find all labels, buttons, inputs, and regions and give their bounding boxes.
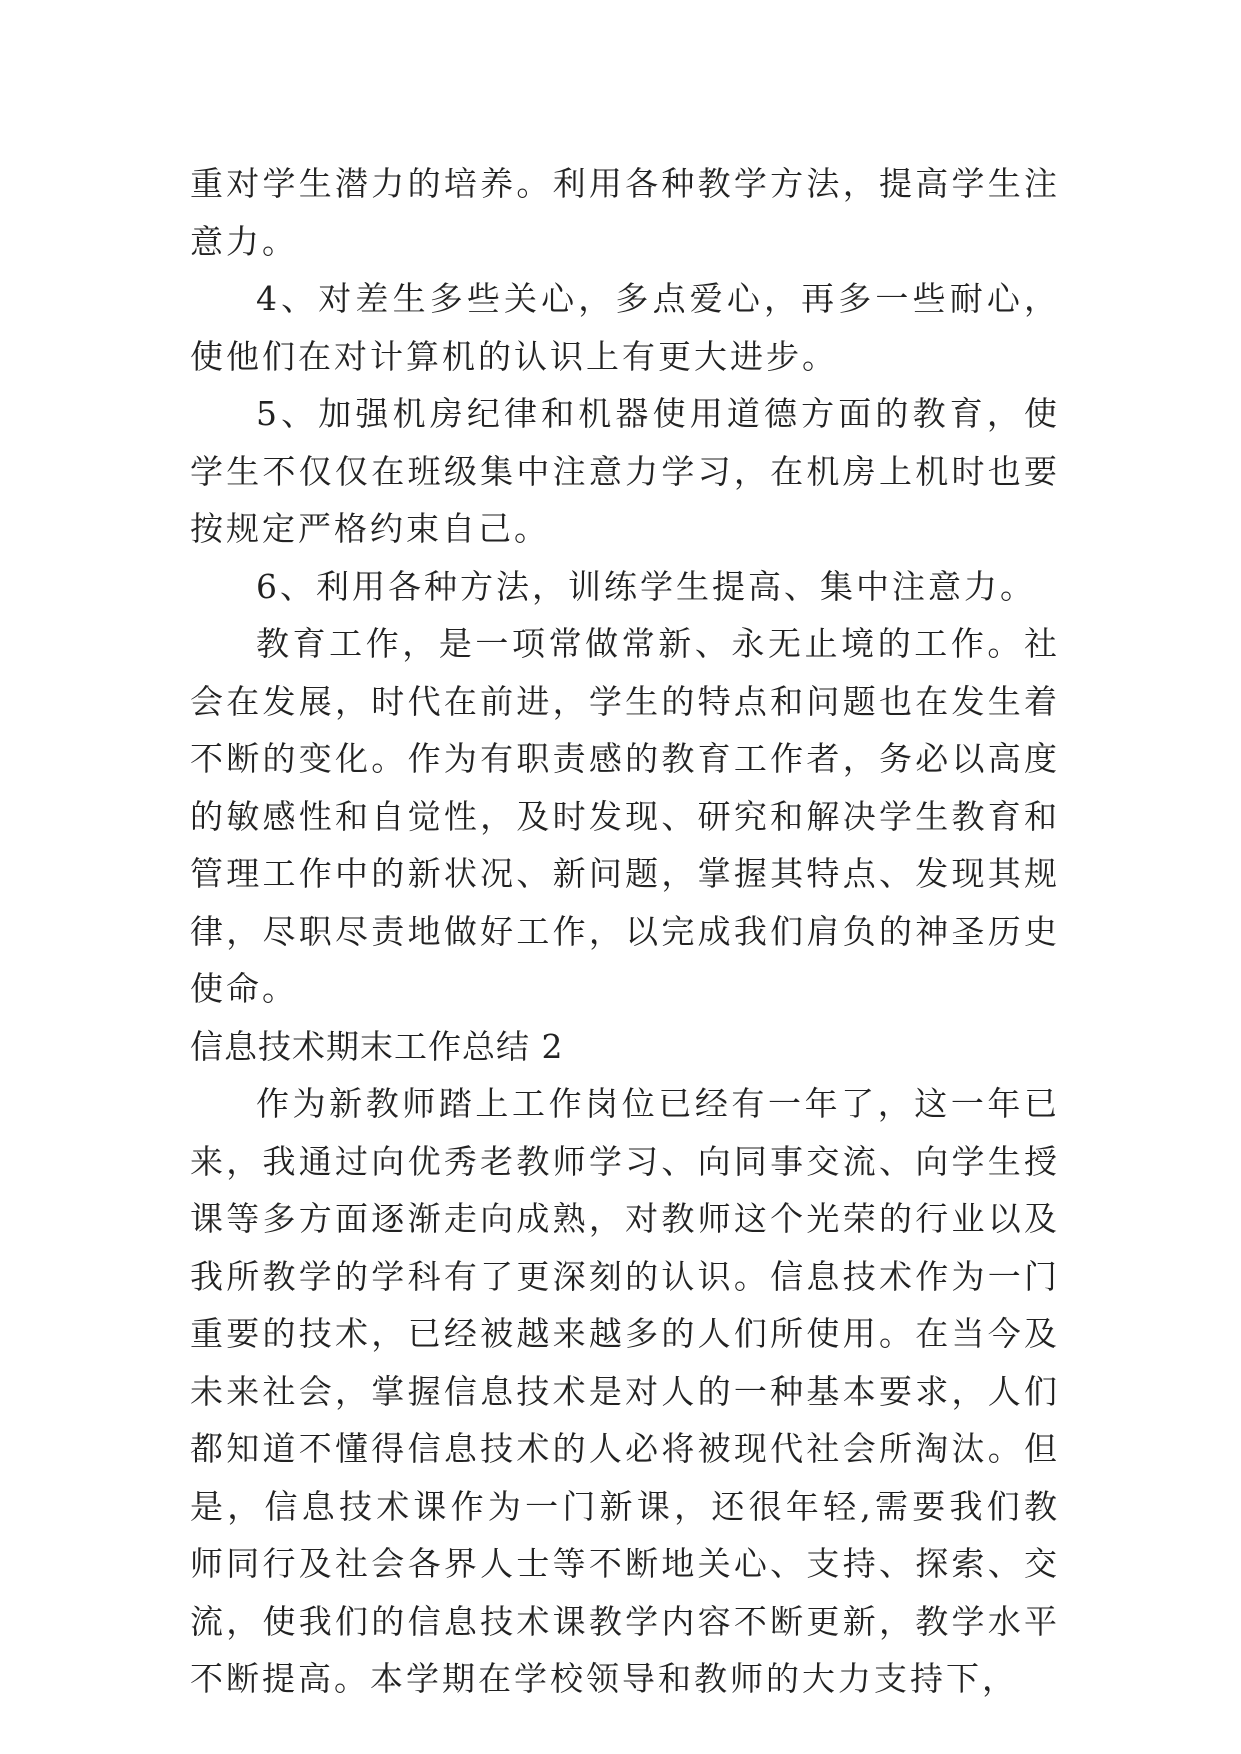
paragraph-item-6: 6、利用各种方法，训练学生提高、集中注意力。 xyxy=(256,566,1036,606)
section-heading: 信息技术期末工作总结 2 xyxy=(190,1026,564,1066)
paragraph-item-5: 5、加强机房纪律和机器使用道德方面的教育，使学生不仅仅在班级集中注意力学习，在机房上机时也要按规定严格约束自己。 xyxy=(190,394,1060,548)
paragraph-intro-2: 作为新教师踏上工作岗位已经有一年了，这一年已来，我通过向优秀老教师学习、向同事交流、向学生授课等多方面逐渐走向成熟，对教师这个光荣的行业以及我所教学的学科有了更深刻的认识。信息技术作为一门重要的技术，已经被越来越多的人们所使用。在当今及未来社会，掌握信息技术是对人的一种基本要求，人们都知道不懂得信息技术的人必将被现代社会所淘汰。但是，信息技术课作为一门新课，还很年轻,需要我们教师同行及社会各界人士等不断地关心、支持、探索、交流，使我们的信息技术课教学内容不断更新，教学水平不断提高。本学期在学校领导和教师的大力支持下， xyxy=(190,1084,1060,1698)
paragraph-item-4: 4、对差生多些关心，多点爱心，再多一些耐心，使他们在对计算机的认识上有更大进步。 xyxy=(190,279,1060,376)
paragraph-conclusion: 教育工作，是一项常做常新、永无止境的工作。社会在发展，时代在前进，学生的特点和问题也在发生着不断的变化。作为有职责感的教育工作者，务必以高度的敏感性和自觉性，及时发现、研究和解决学生教育和管理工作中的新状况、新问题，掌握其特点、发现其规律，尽职尽责地做好工作，以完成我们肩负的神圣历史使命。 xyxy=(190,624,1060,1008)
paragraph-continuation: 重对学生潜力的培养。利用各种教学方法，提高学生注意力。 xyxy=(190,164,1060,261)
document-body xyxy=(190,155,1060,1708)
